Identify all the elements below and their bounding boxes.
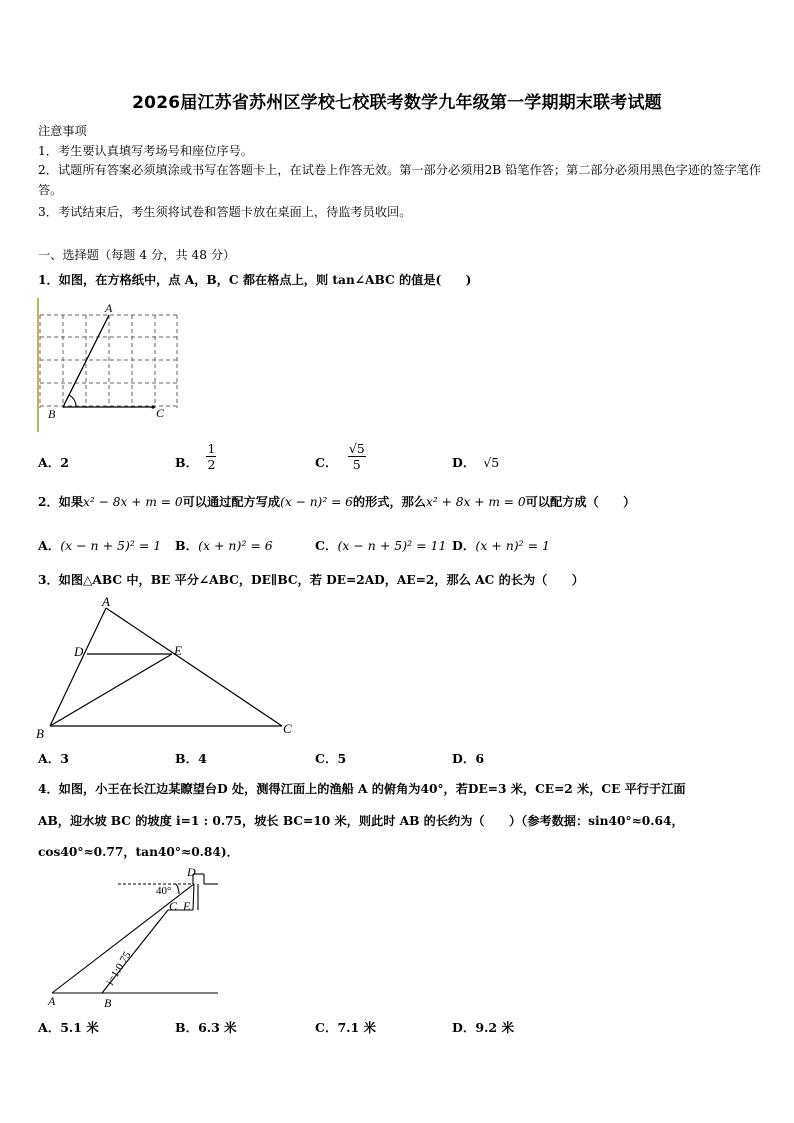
q3-label-d: D (74, 644, 84, 659)
q1-option-c: C． $\frac{√5}{5}$ (315, 441, 365, 472)
q4-slope-figure (38, 864, 228, 1014)
question-1: 1．如图，在方格纸中，点 A，B，C 都在格点上，则 tan∠ABC 的值是( ) (38, 273, 472, 287)
question-2: 2．如果x² − 8x + m = 0可以通过配方写成(x − n)² = 6的形式，那么x² + 8x + m = 0可以配方成（ ） (38, 495, 636, 509)
q4-slope-label: i=1:0.75 (104, 949, 134, 988)
question-4-line-2: AB，迎水坡 BC 的坡度 i=1 : 0.75，坡长 BC=10 米，则此时 AB 的长约为（ ）（参考数据：sin40°≈0.64， (38, 814, 684, 828)
q3-label-e: E (174, 643, 182, 658)
q3-label-a: A (102, 594, 110, 609)
q1-option-b: B． $\frac{1}{2}$ (175, 441, 216, 472)
q4-option-c: C．7.1 米 (315, 1020, 377, 1035)
question-4-line-1: 4．如图，小王在长江边某瞭望台D 处，测得江面上的渔船 A 的俯角为40°，若DE=3 米，CE=2 米，CE 平行于江面 (38, 782, 686, 796)
question-3: 3．如图△ABC 中，BE 平分∠ABC，DE∥BC，若 DE=2AD，AE=2，那么 AC 的长为（ ） (38, 573, 584, 587)
q3-option-b: B．4 (175, 751, 207, 766)
q4-label-d: D (187, 865, 196, 879)
section-heading: 一、选择题（每题 4 分，共 48 分） (38, 248, 236, 262)
notice-heading: 注意事项 (38, 124, 87, 138)
q1-label-b: B (48, 407, 56, 421)
q2-option-a: A．(x − n + 5)² = 1 (38, 538, 162, 553)
q4-label-e: E (183, 899, 191, 913)
q4-option-a: A．5.1 米 (38, 1020, 99, 1035)
notice-item-3: 3．考试结束后，考生须将试卷和答题卡放在桌面上，待监考员收回。 (38, 205, 412, 219)
q1-option-a: A．2 (38, 455, 69, 470)
q4-label-b: B (104, 996, 112, 1010)
q3-triangle-figure (30, 594, 310, 742)
exam-title: 2026届江苏省苏州区学校七校联考数学九年级第一学期期末联考试题 (132, 93, 662, 113)
q2-option-b: B．(x + n)² = 6 (175, 538, 273, 553)
q3-option-a: A．3 (38, 751, 69, 766)
q4-option-b: B．6.3 米 (175, 1020, 237, 1035)
q3-option-c: C．5 (315, 751, 347, 766)
q1-grid-figure (36, 296, 186, 436)
q1-label-a: A (105, 301, 113, 315)
q3-label-c: C (283, 721, 292, 736)
notice-item-1: 1．考生要认真填写考场号和座位序号。 (38, 144, 253, 158)
q3-option-d: D．6 (452, 751, 485, 766)
q1-option-d: D． √5 (452, 455, 500, 470)
q4-label-a: A (48, 994, 56, 1008)
q1-label-c: C (156, 406, 165, 420)
q4-option-d: D．9.2 米 (452, 1020, 514, 1035)
notice-item-2: 2．试题所有答案必须填涂或书写在答题卡上，在试卷上作答无效。第一部分必须用2B 铅笔作答；第二部分必须用黑色字迹的签字笔作答。 (38, 163, 762, 197)
q2-option-d: D．(x + n)² = 1 (452, 538, 551, 553)
question-4-line-3: cos40°≈0.77，tan40°≈0.84)． (38, 845, 239, 859)
q3-label-b: B (36, 726, 44, 741)
q2-option-c: C．(x − n + 5)² = 11 (315, 538, 447, 553)
q4-angle-label: 40° (156, 885, 172, 897)
q4-label-c: C (169, 899, 178, 913)
